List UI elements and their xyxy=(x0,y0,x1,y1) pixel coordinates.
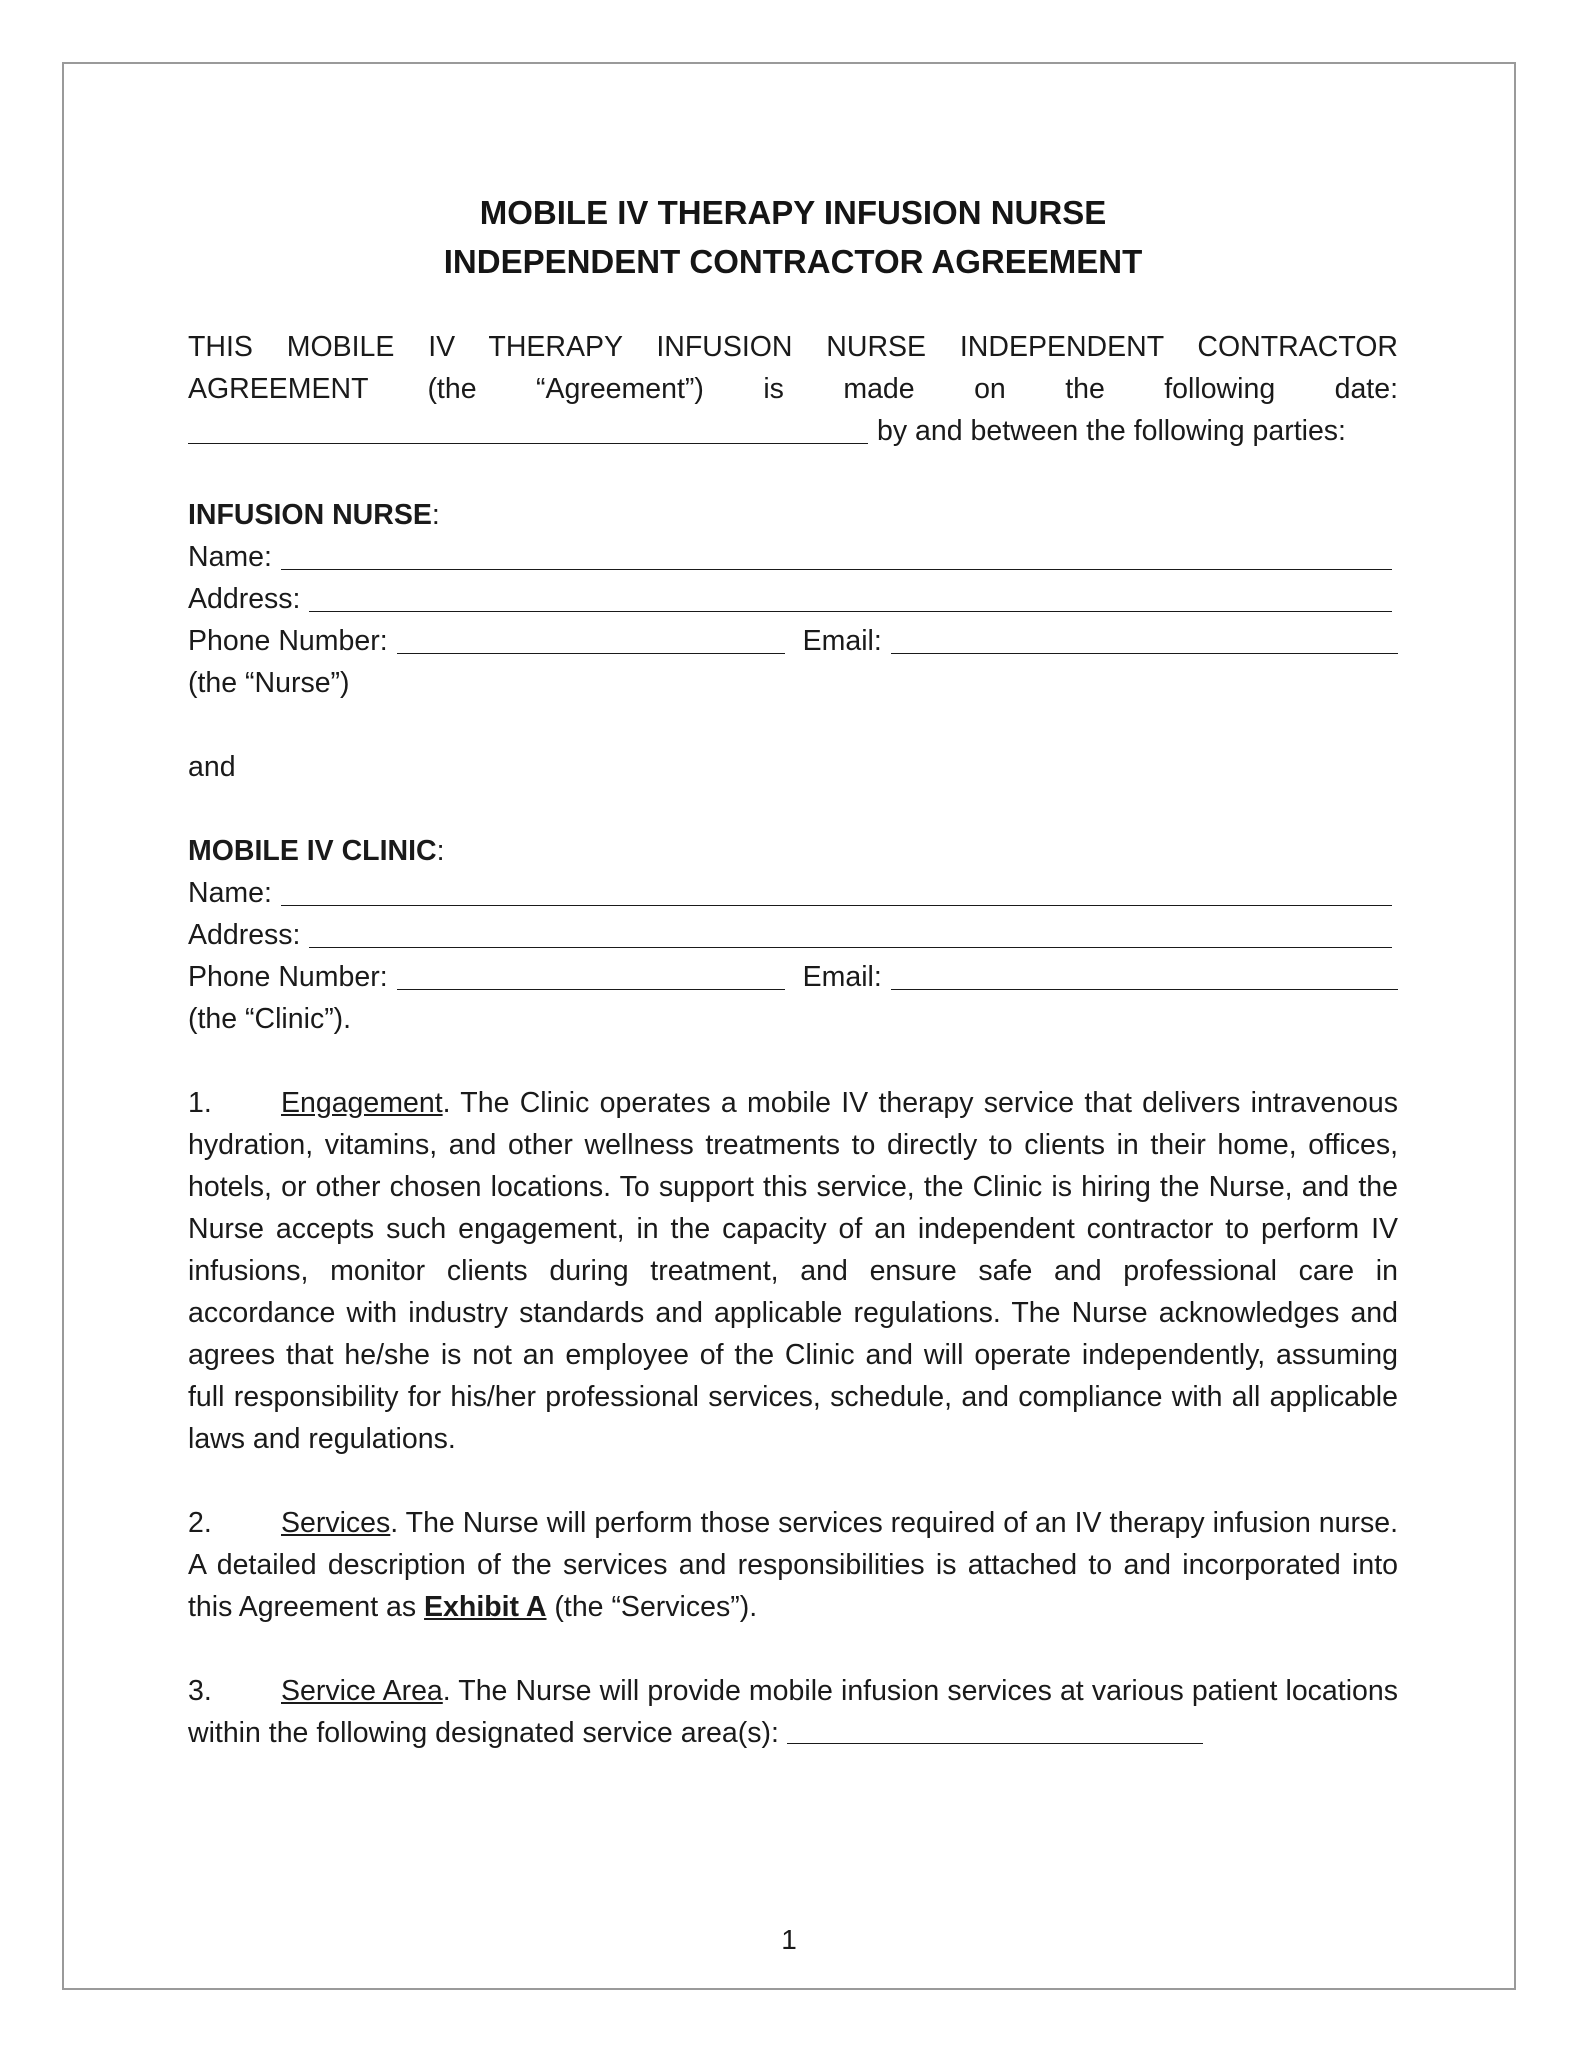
nurse-heading-colon: : xyxy=(431,499,440,531)
clinic-email-field[interactable] xyxy=(891,959,1398,990)
clinic-heading-colon: : xyxy=(436,835,445,867)
nurse-email-field[interactable] xyxy=(891,623,1398,654)
nurse-contact-row xyxy=(188,620,1398,662)
title-line-2: INDEPENDENT CONTRACTOR AGREEMENT xyxy=(443,243,1143,280)
section-1-heading: Engagement xyxy=(281,1087,443,1119)
clinic-defined-as-text: (the “Clinic”). xyxy=(188,1003,352,1035)
intro-paragraph xyxy=(188,326,1398,452)
agreement-date-blank[interactable] xyxy=(188,413,868,444)
nurse-phone-label: Phone Number: xyxy=(188,625,388,657)
section-3-text: . The Nurse will provide mobile infusion services at various patient locations within the following designated service area(s): xyxy=(188,1675,1398,1749)
spacer xyxy=(188,1460,1398,1502)
page-number: 1 xyxy=(781,1924,797,1955)
spacer xyxy=(188,1628,1398,1670)
clinic-phone-field[interactable] xyxy=(397,959,785,990)
nurse-phone-field[interactable] xyxy=(397,623,785,654)
intro-line-3 xyxy=(188,410,1398,452)
agreement-title xyxy=(188,188,1398,286)
nurse-address-label: Address: xyxy=(188,583,301,615)
nurse-heading-label: INFUSION NURSE xyxy=(188,499,432,531)
clinic-address-row xyxy=(188,914,1398,956)
nurse-heading xyxy=(188,494,1398,536)
intro-line-3-text: by and between the following parties: xyxy=(877,415,1346,447)
section-2-text: . The Nurse will perform those services required of an IV therapy infusion nurse. A detailed description of the services and responsibilities is attached to and incorporated into this Agreement as xyxy=(188,1507,1398,1623)
spacer xyxy=(188,1040,1398,1082)
spacer xyxy=(188,704,1398,746)
clinic-contact-row xyxy=(188,956,1398,998)
intro-line-2: AGREEMENT (the “Agreement”) is made on the following date: xyxy=(188,373,1398,405)
intro-line-1: THIS MOBILE IV THERAPY INFUSION NURSE INDEPENDENT CONTRACTOR xyxy=(188,331,1398,363)
section-3-service-area xyxy=(188,1670,1398,1754)
clinic-heading-label: MOBILE IV CLINIC xyxy=(188,835,437,867)
title-line-1: MOBILE IV THERAPY INFUSION NURSE xyxy=(479,194,1107,231)
and-text-label: and xyxy=(188,751,236,783)
clinic-heading xyxy=(188,830,1398,872)
clinic-defined-as xyxy=(188,998,1398,1040)
nurse-defined-as xyxy=(188,662,1398,704)
exhibit-a-reference: Exhibit A xyxy=(424,1591,547,1623)
clinic-address-field[interactable] xyxy=(309,917,1392,948)
clinic-name-field[interactable] xyxy=(281,875,1392,906)
service-area-field[interactable] xyxy=(787,1719,1203,1744)
section-1-engagement xyxy=(188,1082,1398,1460)
section-1-text: . The Clinic operates a mobile IV therapy service that delivers intravenous hydration, vitamins, and other wellness treatments to directly to clients in their home, offices, hotels, or other chosen locations. To support this service, the Clinic is hiring the Nurse, and the Nurse accepts such engagement, in the capacity of an independent contractor to perform IV infusions, monitor clients during treatment, and ensure safe and professional care in accordance with industry standards and applicable regulations. The Nurse acknowledges and agrees that he/she is not an employee of the Clinic and will operate independently, assuming full responsibility for his/her professional services, schedule, and compliance with all applicable laws and regulations. xyxy=(188,1087,1398,1455)
nurse-name-label: Name: xyxy=(188,541,272,573)
section-2-heading: Services xyxy=(281,1507,391,1539)
page-content xyxy=(188,188,1398,1754)
nurse-name-row xyxy=(188,536,1398,578)
document-page xyxy=(62,62,1516,1990)
clinic-name-label: Name: xyxy=(188,877,272,909)
and-text xyxy=(188,746,1398,788)
clinic-phone-label: Phone Number: xyxy=(188,961,388,993)
section-3-heading: Service Area xyxy=(281,1675,443,1707)
nurse-address-field[interactable] xyxy=(309,581,1392,612)
nurse-name-field[interactable] xyxy=(281,539,1392,570)
section-2-services xyxy=(188,1502,1398,1628)
section-2-text-end: (the “Services”). xyxy=(546,1591,758,1623)
nurse-email-label: Email: xyxy=(802,625,882,657)
clinic-email-label: Email: xyxy=(802,961,882,993)
clinic-name-row xyxy=(188,872,1398,914)
clinic-address-label: Address: xyxy=(188,919,301,951)
section-1-number: 1. xyxy=(188,1087,212,1119)
section-2-number: 2. xyxy=(188,1507,212,1539)
section-3-number: 3. xyxy=(188,1675,212,1707)
nurse-address-row xyxy=(188,578,1398,620)
nurse-defined-as-text: (the “Nurse”) xyxy=(188,667,350,699)
